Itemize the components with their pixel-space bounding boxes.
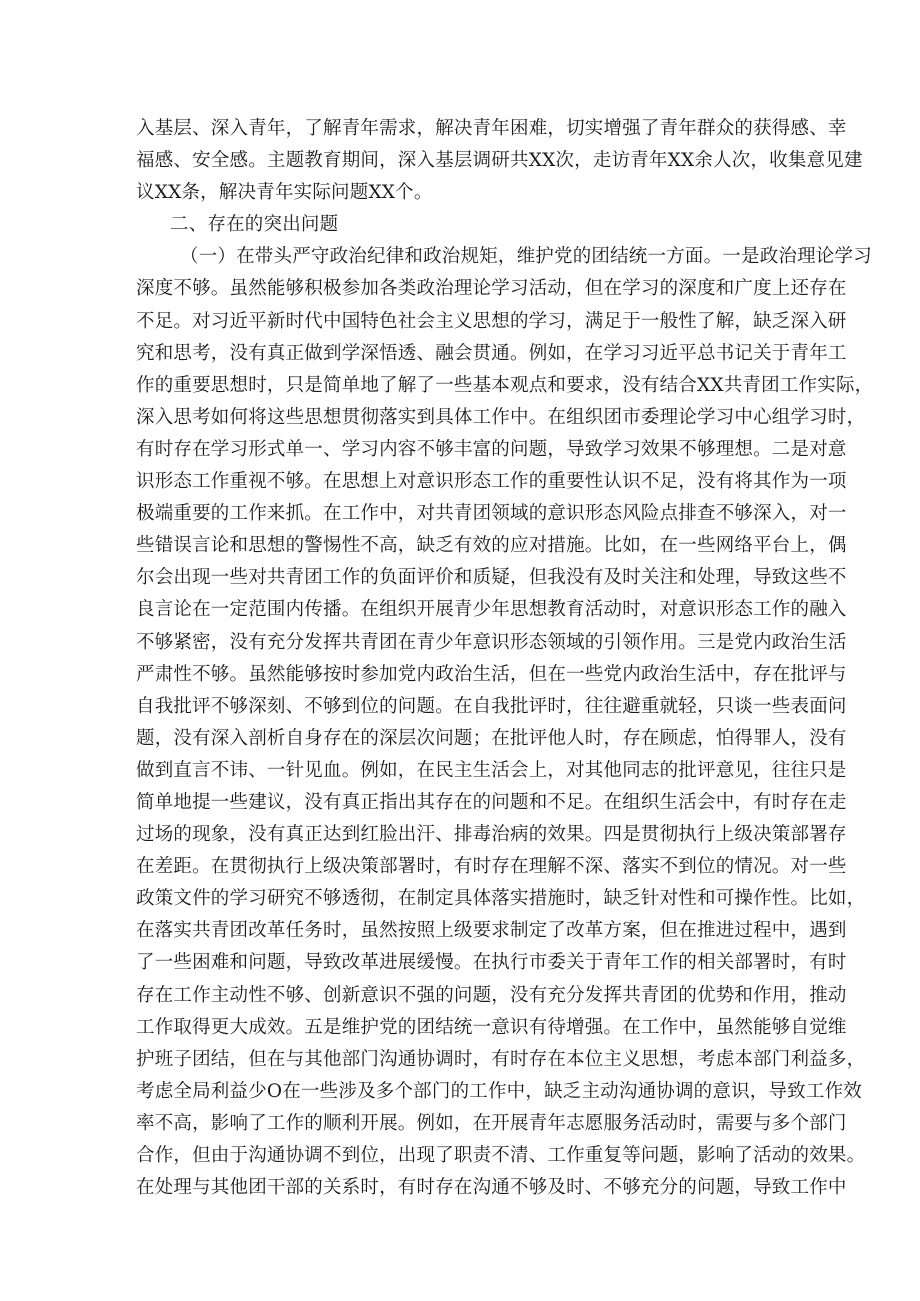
text-line: 极端重要的工作来抓。在工作中，对共青团领域的意识形态风险点排查不够深入，对一 bbox=[136, 503, 847, 525]
intro-paragraph bbox=[136, 113, 863, 209]
text-line: 政策文件的学习研究不够透彻，在制定具体落实措施时，缺乏针对性和可操作性。比如， bbox=[136, 888, 866, 910]
text-line: 在差距。在贯彻执行上级决策部署时，有时存在理解不深、落实不到位的情况。对一些 bbox=[136, 856, 847, 878]
text-line: 些错误言论和思想的警惕性不高，缺乏有效的应对措施。比如，在一些网络平台上，偶 bbox=[136, 535, 847, 557]
text-line: 工作取得更大成效。五是维护党的团结统一意识有待增强。在工作中，虽然能够自觉维 bbox=[136, 1016, 847, 1038]
text-line: 存在工作主动性不够、创新意识不强的问题，没有充分发挥共青团的优势和作用，推动 bbox=[136, 984, 847, 1006]
section-heading: 二、存在的突出问题 bbox=[170, 214, 339, 236]
text-line: 考虑全局利益少O在一些涉及多个部门的工作中，缺乏主动沟通协调的意识，导致工作效 bbox=[136, 1080, 862, 1102]
text-line: 良言论在一定范围内传播。在组织开展青少年思想教育活动时，对意识形态工作的融入 bbox=[136, 599, 847, 621]
text-line: 作的重要思想时，只是简单地了解了一些基本观点和要求，没有结合XX共青团工作实际， bbox=[136, 374, 874, 396]
text-line: 议XX条，解决青年实际问题XX个。 bbox=[136, 182, 433, 204]
text-line: 了一些困难和问题，导致改革进展缓慢。在执行市委关于青年工作的相关部署时，有时 bbox=[136, 952, 847, 974]
text-line: 在处理与其他团干部的关系时，有时存在沟通不够及时、不够充分的问题，导致工作中 bbox=[136, 1177, 847, 1199]
text-line: 率不高，影响了工作的顺利开展。例如，在开展青年志愿服务活动时，需要与多个部门 bbox=[136, 1112, 847, 1134]
text-line: 严肃性不够。虽然能够按时参加党内政治生活，但在一些党内政治生活中，存在批评与 bbox=[136, 663, 847, 685]
text-line: 不够紧密，没有充分发挥共青团在青少年意识形态领域的引领作用。三是党内政治生活 bbox=[136, 631, 847, 653]
main-paragraph bbox=[136, 241, 874, 1204]
text-line: 做到直言不讳、一针见血。例如，在民主生活会上，对其他同志的批评意见，往往只是 bbox=[136, 759, 847, 781]
text-line: 不足。对习近平新时代中国特色社会主义思想的学习，满足于一般性了解，缺乏深入研 bbox=[136, 310, 847, 332]
document-page bbox=[136, 113, 874, 1204]
text-line: 究和思考，没有真正做到学深悟透、融会贯通。例如，在学习习近平总书记关于青年工 bbox=[136, 342, 847, 364]
text-line: 自我批评不够深刻、不够到位的问题。在自我批评时，往往避重就轻，只谈一些表面问 bbox=[136, 695, 847, 717]
text-line: 简单地提一些建议，没有真正指出其存在的问题和不足。在组织生活会中，有时存在走 bbox=[136, 791, 847, 813]
text-line: 福感、安全感。主题教育期间，深入基层调研共XX次，走访青年XX余人次，收集意见建 bbox=[136, 150, 863, 172]
text-line: （一）在带头严守政治纪律和政治规矩，维护党的团结统一方面。一是政治理论学习 bbox=[180, 246, 872, 268]
text-line: 题，没有深入剖析自身存在的深层次问题；在批评他人时，存在顾虑，怕得罪人，没有 bbox=[136, 727, 847, 749]
text-line: 入基层、深入青年，了解青年需求，解决青年困难，切实增强了青年群众的获得感、幸 bbox=[136, 118, 847, 139]
text-line: 在落实共青团改革任务时，虽然按照上级要求制定了改革方案，但在推进过程中，遇到 bbox=[136, 920, 847, 942]
text-line: 有时存在学习形式单一、学习内容不够丰富的问题，导致学习效果不够理想。二是对意 bbox=[136, 438, 847, 460]
text-line: 合作，但由于沟通协调不到位，出现了职责不清、工作重复等问题，影响了活动的效果。 bbox=[136, 1145, 866, 1166]
text-line: 过场的现象，没有真正达到红脸出汗、排毒治病的效果。四是贯彻执行上级决策部署存 bbox=[136, 824, 847, 846]
text-line: 深度不够。虽然能够积极参加各类政治理论学习活动，但在学习的深度和广度上还存在 bbox=[136, 278, 847, 300]
text-line: 深入思考如何将这些思想贯彻落实到具体工作中。在组织团市委理论学习中心组学习时， bbox=[136, 406, 866, 428]
text-line: 护班子团结，但在与其他部门沟通协调时，有时存在本位主义思想，考虑本部门利益多， bbox=[136, 1048, 866, 1070]
text-line: 尔会出现一些对共青团工作的负面评价和质疑，但我没有及时关注和处理，导致这些不 bbox=[136, 567, 847, 589]
text-line: 识形态工作重视不够。在思想上对意识形态工作的重要性认识不足，没有将其作为一项 bbox=[136, 471, 847, 493]
